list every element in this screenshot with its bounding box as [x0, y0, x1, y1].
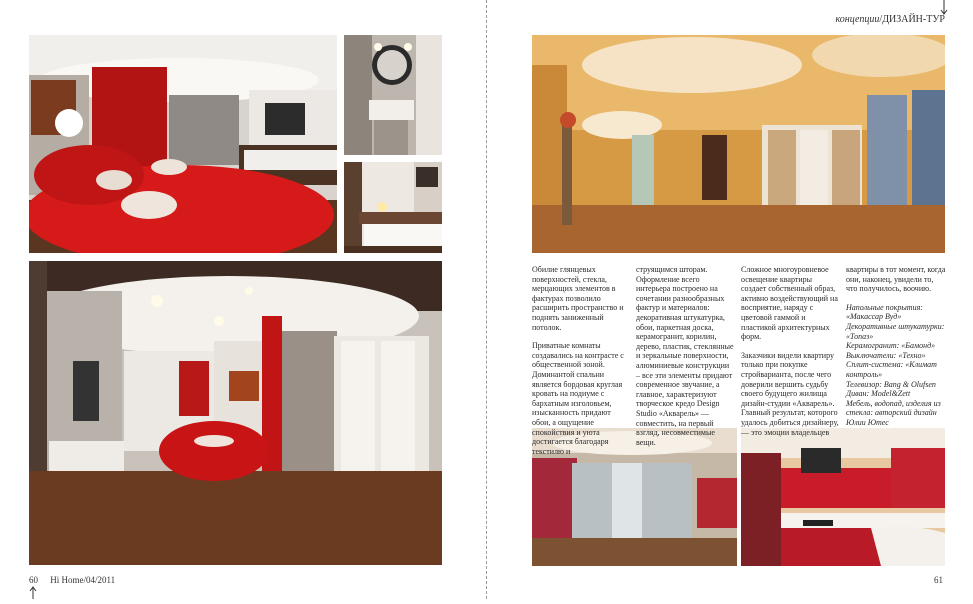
bedroom-wide-photo: [29, 261, 442, 565]
red-kitchen-photo: [741, 428, 945, 566]
magazine-issue: Hi Home/04/2011: [50, 575, 116, 585]
page-number-right: 61: [934, 575, 943, 585]
paragraph: квартиры в тот момент, когда они, наконец, увидели то, что получилось, воочию.: [846, 265, 946, 294]
credit-line: Телевизор: Bang & Olufsen: [846, 379, 936, 389]
text-column-4: [846, 265, 946, 428]
header-arrow-icon: [939, 0, 949, 16]
header-section: концепции: [835, 14, 880, 25]
paragraph: Заказчики видели квартиру только при покупке стройварианта, после чего доверили вершить судьбу своего будущего жилища дизайн-студии «Акварель». Главный результат, которого удалось добиться дизайнеру, — это эмоции владельцев: [741, 350, 839, 437]
bedroom-overview-photo: [29, 35, 337, 253]
credit-line: Выключатели: «Техно»: [846, 350, 926, 360]
text-column-1: [532, 265, 630, 465]
credits-list: [846, 303, 946, 428]
header-separator: /: [879, 14, 883, 25]
corridor-panorama-photo: [532, 35, 945, 253]
credit-line: Сплит-система: «Климат контроль»: [846, 360, 937, 379]
paragraph: Сложное многоуровневое освещение квартиры создает собственный образ, активно воздействующий на восприятие, наряду с цветовой гаммой и пластикой архитектурных форм.: [741, 265, 838, 342]
shelf-detail-photo: [344, 162, 442, 253]
credit-line: Мебель, водопад, изделия из стекла: авторский дизайн Юлии Ютес: [846, 398, 941, 427]
folio-left: [29, 575, 115, 585]
credit-line: Керамогранит: «Бамонд»: [846, 341, 936, 351]
spread-gutter: [486, 0, 487, 599]
mirror-detail-photo: [344, 35, 442, 155]
text-column-2: [636, 265, 734, 456]
credit-line: Декоративные штукатурки: «Топаз»: [846, 321, 945, 341]
folio-arrow-icon: [28, 585, 38, 599]
paragraph: Приватные комнаты создавались на контрасте с общественной зоной. Доминантой спальни является бордовая круглая кровать на подиуме с бархатным изголовьем, изысканность придают обои, а ощущение спокойствия и уюта достигается благодаря текстилю и: [532, 341, 624, 456]
paragraph: струящимся шторам. Оформление всего интерьера построено на сочетании разнообразных фактур и материалов: декоративная штукатурка, обои, паркетная доска, керамогранит, корилин, дерево, пластик, стеклянные и зеркальные поверхности, алюминиевые конструкции – все эти элементы придают современное звучание, а главное, характеризуют творческое кредо Design Studio «Акварель» — совместить, на первый взгляд, несовместимые вещи.: [636, 265, 734, 447]
folio-right: [934, 575, 943, 585]
text-column-3: [741, 265, 839, 446]
header-title: ДИЗАЙН-ТУР: [882, 14, 945, 25]
page-number-left: 60: [29, 575, 38, 585]
running-header: [835, 14, 945, 25]
credit-line: Диван: Model&Zett: [846, 389, 911, 399]
paragraph: Обилие глянцевых поверхностей, стекла, мерцающих элементов в фактурах позволило расширить пространство и поднять заниженный потолок.: [532, 265, 624, 332]
credit-line: Напольные покрытия: «Макассар Вуд»: [846, 302, 923, 322]
